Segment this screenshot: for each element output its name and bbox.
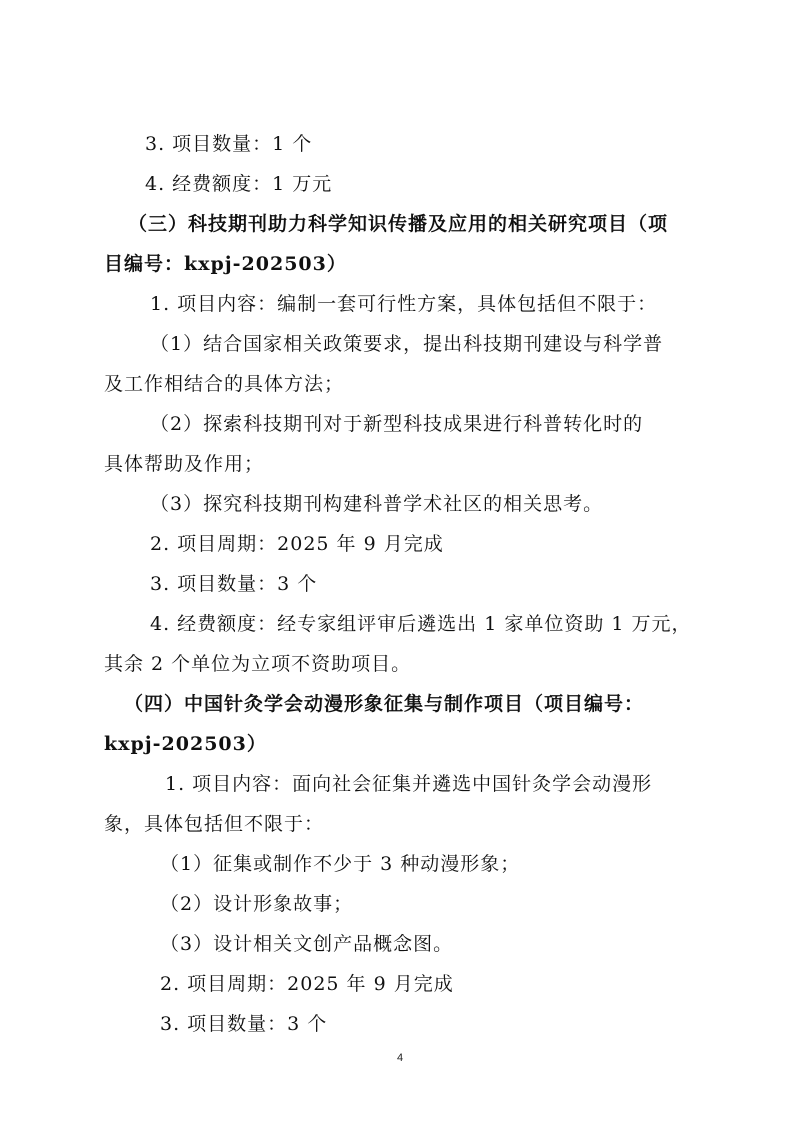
text-line-content-4: 1. 项目内容：面向社会征集并遴选中国针灸学会动漫形 bbox=[165, 773, 653, 795]
text-line-item-3-1: （1）结合国家相关政策要求，提出科技期刊建设与科学普 bbox=[150, 333, 664, 355]
text-line-funding-3: 4. 经费额度：经专家组评审后遴选出 1 家单位资助 1 万元， bbox=[150, 613, 692, 635]
text-line-item-4-1: （1）征集或制作不少于 3 种动漫形象； bbox=[160, 853, 521, 875]
page-number: 4 bbox=[396, 1052, 404, 1064]
text-line-item-4-2: （2）设计形象故事； bbox=[160, 893, 354, 915]
text-line-period-4: 2. 项目周期：2025 年 9 月完成 bbox=[160, 973, 454, 995]
text-line-item-3-2-cont: 具体帮助及作用； bbox=[104, 453, 265, 475]
section-heading-3: （三）科技期刊助力科学知识传播及应用的相关研究项目（项 bbox=[128, 213, 669, 235]
text-line-item-3-2: （2）探索科技期刊对于新型科技成果进行科普转化时的 bbox=[150, 413, 644, 435]
text-line-quantity-4: 3. 项目数量：3 个 bbox=[160, 1013, 328, 1035]
text-line-period-3: 2. 项目周期：2025 年 9 月完成 bbox=[150, 533, 444, 555]
text-line-item-4-3: （3）设计相关文创产品概念图。 bbox=[160, 933, 454, 955]
text-line-item-3-3: （3）探究科技期刊构建科普学术社区的相关思考。 bbox=[150, 493, 604, 515]
text-line-content-3: 1. 项目内容：编制一套可行性方案，具体包括但不限于： bbox=[150, 293, 658, 315]
text-line-item-3-1-cont: 及工作相结合的具体方法； bbox=[104, 373, 345, 395]
section-heading-4: （四）中国针灸学会动漫形象征集与制作项目（项目编号： bbox=[124, 693, 645, 715]
text-line-funding-3-cont: 其余 2 个单位为立项不资助项目。 bbox=[104, 653, 412, 675]
text-line-quantity-1: 3. 项目数量：1 个 bbox=[145, 133, 313, 155]
text-line-content-4-cont: 象，具体包括但不限于： bbox=[104, 813, 325, 835]
text-line-funding-1: 4. 经费额度：1 万元 bbox=[145, 173, 333, 195]
section-heading-3-cont: 目编号：kxpj-202503） bbox=[104, 253, 347, 275]
section-heading-4-cont: kxpj-202503） bbox=[104, 733, 267, 755]
text-line-quantity-3: 3. 项目数量：3 个 bbox=[150, 573, 318, 595]
